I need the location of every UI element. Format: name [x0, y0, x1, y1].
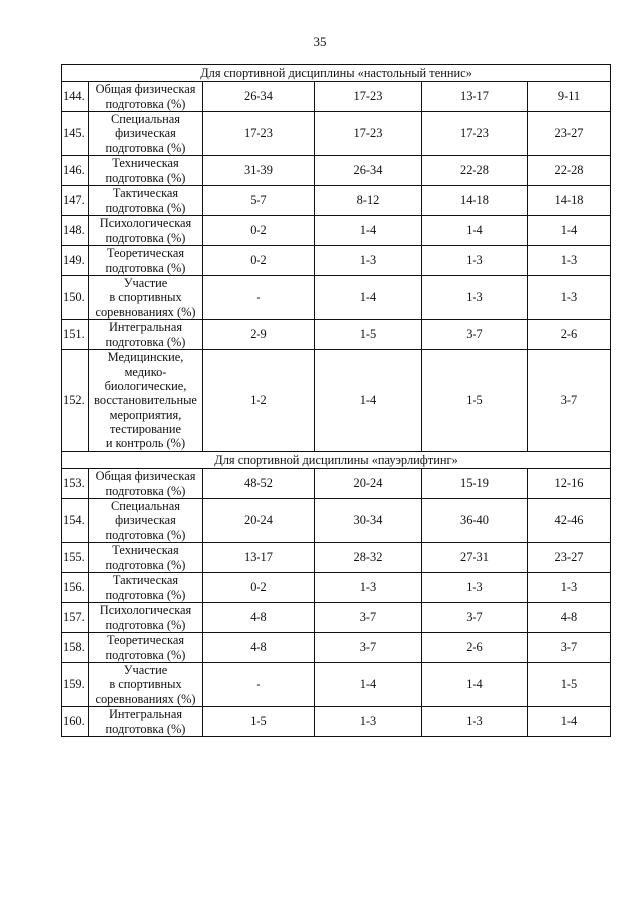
table-row — [62, 543, 611, 573]
row-label-line: подготовка (%) — [105, 483, 186, 498]
row-label — [89, 469, 203, 499]
row-number: 153. — [62, 469, 89, 499]
value-cell: 13-17 — [203, 543, 315, 573]
row-label-line: подготовка (%) — [105, 140, 186, 155]
row-label-line: подготовка (%) — [105, 721, 186, 736]
row-number: 160. — [62, 707, 89, 737]
value-cell: 2-6 — [528, 320, 611, 350]
row-label — [89, 499, 203, 543]
row-label-line: медико- — [124, 364, 167, 379]
row-number: 145. — [62, 112, 89, 156]
row-label-line: мероприятия, — [109, 407, 182, 422]
value-cell: 42-46 — [528, 499, 611, 543]
row-number: 158. — [62, 633, 89, 663]
row-label-line: Теоретическая — [106, 246, 185, 261]
value-cell: 5-7 — [203, 186, 315, 216]
row-label-line: подготовка (%) — [105, 260, 186, 275]
value-cell: 4-8 — [203, 603, 315, 633]
row-label — [89, 663, 203, 707]
training-norms-table — [61, 64, 611, 737]
value-cell: 23-27 — [528, 543, 611, 573]
value-cell: 0-2 — [203, 573, 315, 603]
table-row — [62, 276, 611, 320]
value-cell: 17-23 — [422, 112, 528, 156]
value-cell: 28-32 — [315, 543, 422, 573]
row-label-line: Тактическая — [112, 186, 179, 201]
value-cell: 26-34 — [315, 156, 422, 186]
value-cell: 1-5 — [315, 320, 422, 350]
row-number: 151. — [62, 320, 89, 350]
value-cell: 1-3 — [528, 573, 611, 603]
row-label — [89, 246, 203, 276]
table-row — [62, 246, 611, 276]
row-label — [89, 350, 203, 452]
row-label-line: Участие — [123, 276, 168, 291]
section-title: Для спортивной дисциплины «пауэрлифтинг» — [62, 452, 611, 469]
row-label-line: тестирование — [109, 421, 182, 436]
row-number: 155. — [62, 543, 89, 573]
value-cell: 1-3 — [528, 276, 611, 320]
row-label-line: подготовка (%) — [105, 527, 186, 542]
value-cell: 20-24 — [203, 499, 315, 543]
row-label-line: Специальная — [111, 112, 180, 127]
value-cell: 20-24 — [315, 469, 422, 499]
value-cell: 1-4 — [422, 216, 528, 246]
value-cell: 27-31 — [422, 543, 528, 573]
row-number: 156. — [62, 573, 89, 603]
table-row — [62, 499, 611, 543]
value-cell: 15-19 — [422, 469, 528, 499]
row-label-line: Техническая — [112, 543, 179, 558]
value-cell: 1-4 — [528, 216, 611, 246]
row-label — [89, 573, 203, 603]
value-cell: 1-3 — [422, 707, 528, 737]
row-number: 157. — [62, 603, 89, 633]
row-label-line: подготовка (%) — [105, 230, 186, 245]
table-row — [62, 112, 611, 156]
table-row — [62, 573, 611, 603]
value-cell: - — [203, 663, 315, 707]
row-label — [89, 186, 203, 216]
value-cell: 3-7 — [422, 320, 528, 350]
value-cell: 12-16 — [528, 469, 611, 499]
row-label-line: Общая физическая — [95, 82, 196, 97]
row-number: 159. — [62, 663, 89, 707]
row-number: 150. — [62, 276, 89, 320]
value-cell: 2-6 — [422, 633, 528, 663]
row-number: 154. — [62, 499, 89, 543]
row-label-line: подготовка (%) — [105, 587, 186, 602]
row-label — [89, 603, 203, 633]
value-cell: 3-7 — [422, 603, 528, 633]
value-cell: 3-7 — [315, 633, 422, 663]
value-cell: 14-18 — [528, 186, 611, 216]
row-label-line: Техническая — [112, 156, 179, 171]
row-number: 148. — [62, 216, 89, 246]
row-label-line: Психологическая — [99, 603, 192, 618]
value-cell: 9-11 — [528, 82, 611, 112]
section-header-row — [62, 452, 611, 469]
row-label-line: физическая — [115, 126, 176, 141]
value-cell: 17-23 — [315, 112, 422, 156]
table-row — [62, 707, 611, 737]
value-cell: - — [203, 276, 315, 320]
table-row — [62, 633, 611, 663]
table-row — [62, 82, 611, 112]
value-cell: 48-52 — [203, 469, 315, 499]
value-cell: 1-3 — [422, 573, 528, 603]
table-body — [62, 65, 611, 737]
row-label-line: подготовка (%) — [105, 557, 186, 572]
row-label-line: подготовка (%) — [105, 170, 186, 185]
value-cell: 1-4 — [315, 663, 422, 707]
table-row — [62, 216, 611, 246]
row-label-line: восстановительные — [94, 393, 197, 408]
row-label — [89, 82, 203, 112]
value-cell: 22-28 — [528, 156, 611, 186]
row-label-line: Участие — [123, 663, 168, 678]
table-row — [62, 350, 611, 452]
value-cell: 1-5 — [422, 350, 528, 452]
row-number: 147. — [62, 186, 89, 216]
row-label-line: в спортивных — [109, 677, 182, 692]
value-cell: 17-23 — [203, 112, 315, 156]
value-cell: 1-3 — [422, 276, 528, 320]
value-cell: 4-8 — [203, 633, 315, 663]
row-label-line: соревнованиях (%) — [95, 691, 196, 706]
row-label-line: подготовка (%) — [105, 334, 186, 349]
value-cell: 1-5 — [528, 663, 611, 707]
value-cell: 1-2 — [203, 350, 315, 452]
value-cell: 13-17 — [422, 82, 528, 112]
row-label — [89, 320, 203, 350]
row-label — [89, 112, 203, 156]
value-cell: 1-4 — [315, 350, 422, 452]
table-row — [62, 186, 611, 216]
value-cell: 1-4 — [422, 663, 528, 707]
row-number: 144. — [62, 82, 89, 112]
value-cell: 1-3 — [422, 246, 528, 276]
table-row — [62, 603, 611, 633]
value-cell: 22-28 — [422, 156, 528, 186]
row-label-line: Специальная — [111, 499, 180, 514]
row-label-line: подготовка (%) — [105, 647, 186, 662]
value-cell: 31-39 — [203, 156, 315, 186]
table-row — [62, 469, 611, 499]
row-label-line: в спортивных — [109, 290, 182, 305]
value-cell: 3-7 — [315, 603, 422, 633]
row-number: 152. — [62, 350, 89, 452]
row-label-line: подготовка (%) — [105, 617, 186, 632]
row-label-line: Интегральная — [108, 707, 183, 722]
page-number: 35 — [313, 34, 327, 49]
value-cell: 26-34 — [203, 82, 315, 112]
value-cell: 23-27 — [528, 112, 611, 156]
table-row — [62, 156, 611, 186]
value-cell: 36-40 — [422, 499, 528, 543]
value-cell: 1-3 — [528, 246, 611, 276]
value-cell: 1-3 — [315, 246, 422, 276]
value-cell: 1-4 — [528, 707, 611, 737]
row-label — [89, 216, 203, 246]
value-cell: 17-23 — [315, 82, 422, 112]
value-cell: 0-2 — [203, 216, 315, 246]
row-label-line: Интегральная — [108, 320, 183, 335]
row-label — [89, 276, 203, 320]
value-cell: 0-2 — [203, 246, 315, 276]
value-cell: 1-5 — [203, 707, 315, 737]
table-row — [62, 663, 611, 707]
row-label-line: и контроль (%) — [105, 436, 186, 451]
value-cell: 3-7 — [528, 633, 611, 663]
row-label-line: Теоретическая — [106, 633, 185, 648]
value-cell: 4-8 — [528, 603, 611, 633]
row-label-line: Тактическая — [112, 573, 179, 588]
section-title: Для спортивной дисциплины «настольный теннис» — [62, 65, 611, 82]
value-cell: 3-7 — [528, 350, 611, 452]
value-cell: 30-34 — [315, 499, 422, 543]
row-label-line: соревнованиях (%) — [95, 304, 196, 319]
row-label-line: Общая физическая — [95, 469, 196, 484]
row-label-line: физическая — [115, 513, 176, 528]
row-label — [89, 633, 203, 663]
value-cell: 14-18 — [422, 186, 528, 216]
row-label — [89, 156, 203, 186]
value-cell: 1-4 — [315, 216, 422, 246]
row-label — [89, 543, 203, 573]
row-label — [89, 707, 203, 737]
section-header-row — [62, 65, 611, 82]
value-cell: 1-3 — [315, 707, 422, 737]
value-cell: 1-4 — [315, 276, 422, 320]
value-cell: 8-12 — [315, 186, 422, 216]
table-row — [62, 320, 611, 350]
row-label-line: подготовка (%) — [105, 96, 186, 111]
value-cell: 2-9 — [203, 320, 315, 350]
row-label-line: Психологическая — [99, 216, 192, 231]
row-number: 149. — [62, 246, 89, 276]
row-label-line: Медицинские, — [107, 350, 184, 365]
value-cell: 1-3 — [315, 573, 422, 603]
row-label-line: биологические, — [104, 379, 187, 394]
row-label-line: подготовка (%) — [105, 200, 186, 215]
row-number: 146. — [62, 156, 89, 186]
